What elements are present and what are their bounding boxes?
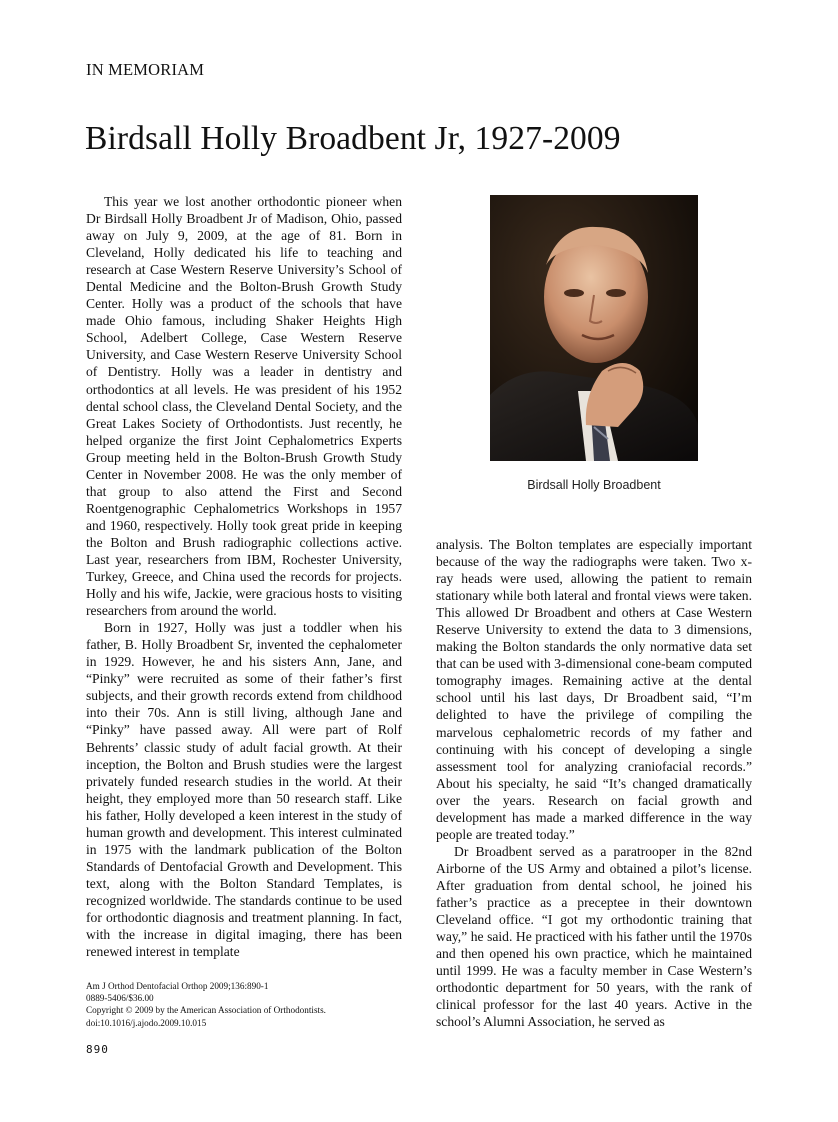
body-paragraph: Born in 1927, Holly was just a toddler when his father, B. Holly Broadbent Sr, invented the cephalometer in 1929. However, he and his sisters Ann, Jane, and “Pinky” were recruited as some of their father’s first subjects, and their growth records extend from childhood into their 70s. Ann is still living, although Jane and “Pinky” have passed away. All were part of Rolf Behrents’ classic study of adult facial growth. At their inception, the Bolton and Brush studies were the largest privately funded research studies in the world. At their height, they employed more than 50 research staff. Like his father, Holly developed a keen interest in the study of human growth and development. This interest culminated in 1975 with the landmark publication of the Bolton Standards of Dentofacial Growth and Development. This text, along with the Bolton Standard Templates, is recognized worldwide. The standards continue to be used for orthodontic diagnosis and treatment planning. In fact, with the increase in digital imaging, there has been renewed interest in template [86, 620, 402, 960]
journal-citation: Am J Orthod Dentofacial Orthop 2009;136:890-1 [86, 981, 269, 991]
left-text-column [86, 193, 402, 960]
article-title: Birdsall Holly Broadbent Jr, 1927-2009 [85, 120, 621, 157]
portrait-photo [490, 195, 698, 461]
right-text-column [436, 536, 752, 1030]
body-paragraph: Dr Broadbent served as a paratrooper in the 82nd Airborne of the US Army and obtained a pilot’s license. After graduation from dental school, he joined his father’s practice as a preceptee in their downtown Cleveland office. “I got my orthodontic training that way,” he said. He practiced with his father until the 1970s and then opened his own practice, which he maintained until 1999. He was a faculty member in Case Western’s orthodontic department for 50 years, with the rank of clinical professor for the last 40 years. Active in the school’s Alumni Association, he served as [436, 843, 752, 1030]
issn-price: 0889-5406/$36.00 [86, 993, 154, 1004]
doi-link[interactable]: doi:10.1016/j.ajodo.2009.10.015 [86, 1017, 207, 1028]
body-paragraph: This year we lost another orthodontic pioneer when Dr Birdsall Holly Broadbent Jr of Madison, Ohio, passed away on July 9, 2009, at the age of 81. Born in Cleveland, Holly dedicated his life to teaching and research at Case Western Reserve University’s School of Dental Medicine and the Bolton-Brush Growth Study Center. Holly was a product of the schools that have made Ohio famous, including Shaker Heights High School, Adelbert College, Case Western Reserve University, and Case Western Reserve University School of Dentistry. Holly was a leader in dentistry and orthodontics at all levels. He was president of his 1952 dental school class, the Cleveland Dental Society, and the Great Lakes Society of Orthodontists. Just recently, he helped organize the first Joint Cephalometrics Experts Group meeting held in the Bolton-Brush Growth Study Center in November 2008. He was the only member of that group to also attend the First and Second Roentgenographic Cephalometrics Workshops in 1957 and 1960, respectively. Holly took great pride in keeping the Bolton and Brush radiographic collections active. Last year, researchers from IBM, Rochester University, Turkey, Greece, and China used the records for projects. Holly and his wife, Jackie, were gracious hosts to visiting researchers from around the world. [86, 194, 402, 619]
photo-caption: Birdsall Holly Broadbent [527, 478, 661, 492]
section-label: IN MEMORIAM [86, 60, 205, 79]
citation-footnote [86, 980, 416, 1029]
page-number: 890 [86, 1043, 109, 1056]
body-paragraph: analysis. The Bolton templates are especially important because of the way the radiographs were taken. Two x-ray heads were used, allowing the patient to remain stationary while both lateral and frontal views were taken. This allowed Dr Broadbent and others at Case Western Reserve University to extend the data to 3 dimensions, making the Bolton standards the only normative data set that can be used with 3-dimensional cone-beam computed tomography images. Remaining active at the dental school until his last days, Dr Broadbent said, “I’m delighted to have the privilege of compiling the marvelous cephalometric records of my father and continuing with his concept of developing a single assessment tool for analyzing craniofacial records.” About his specialty, he said “It’s changed dramatically over the years. Research on facial growth and development has made a marked difference in the way people are treated today.” [436, 537, 752, 842]
portrait-illustration [490, 195, 698, 461]
copyright-notice: Copyright © 2009 by the American Association of Orthodontists. [86, 1005, 326, 1016]
